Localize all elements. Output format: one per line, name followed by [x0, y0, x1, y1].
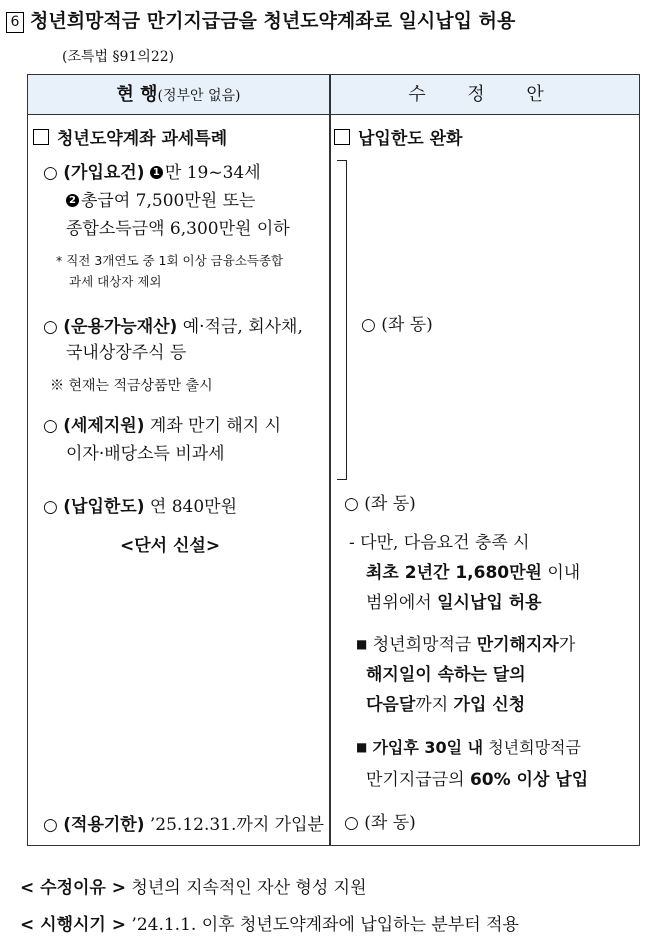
- period-row: ○ (적용기한) ’25.12.31.까지 가입분: [43, 815, 324, 835]
- proviso-line1: - 다만, 다음요건 충족 시: [349, 533, 530, 553]
- join-line3: 종합소득금액 6,300만원 이하: [66, 219, 290, 239]
- reason-text: 청년의 지속적인 자산 형성 지원: [131, 878, 367, 898]
- proviso-line2: [366, 558, 580, 583]
- join-line2: 총급여 7,500만원 또는: [81, 191, 256, 211]
- limit-row: ○ (납입한도) 연 840만원: [43, 497, 238, 517]
- checkbox-square-icon: [33, 129, 49, 145]
- cond2-line2b: 60% 이상 납입: [469, 770, 589, 790]
- left-section-text: 청년도약계좌 과세특례: [57, 129, 228, 149]
- tax-label: (세제지원): [63, 416, 145, 436]
- left-section-heading: [33, 124, 227, 149]
- header-revised: 수 정 안: [408, 84, 562, 105]
- cond1-a: 청년희망적금: [372, 635, 477, 655]
- cond2-a: 가입후 30일 내: [372, 738, 484, 757]
- asset-line2: 국내상장주식 등: [66, 343, 187, 363]
- proviso-line3b: 일시납입 허용: [437, 593, 542, 613]
- column-divider: [329, 75, 331, 845]
- proviso-line3a: 범위에서: [366, 593, 438, 613]
- effective-label: < 시행시기 >: [20, 915, 127, 935]
- period-value: ’25.12.31.까지 가입분: [144, 815, 324, 835]
- right-section-text: 납입한도 완화: [358, 129, 463, 149]
- cond2-line2: [366, 765, 588, 790]
- cond1-line3b: 까지: [415, 695, 454, 715]
- cond1-line3: [366, 690, 525, 715]
- bracket-line: [337, 160, 347, 480]
- bullet-icon: ■: [356, 740, 368, 754]
- title-text: 청년희망적금 만기지급금을 청년도약계좌로 일시납입 허용: [30, 10, 516, 32]
- cond1-line2: 해지일이 속하는 달의: [366, 665, 526, 685]
- table-header: [28, 75, 639, 115]
- condition-2: [356, 735, 581, 758]
- header-current-note: (정부안 없음): [157, 88, 241, 104]
- law-reference: (조특법 §91의22): [62, 49, 175, 65]
- cond1-b: 만기해지자: [476, 635, 559, 655]
- number-one-icon: 1: [150, 166, 163, 179]
- right-section-heading: [334, 124, 462, 149]
- proviso-tail: 이내: [541, 563, 581, 583]
- effective-text: ’24.1.1. 이후 청년도약계좌에 납입하는 분부터 적용: [131, 915, 519, 935]
- join-line2-row: [66, 186, 255, 211]
- asset-row: ○ (운용가능재산) 예·적금, 회사채,: [43, 317, 303, 337]
- limit-label: (납입한도): [63, 497, 145, 517]
- cond1-line3a: 다음달: [366, 695, 416, 715]
- join-line1: 만 19~34세: [164, 163, 261, 183]
- asset-label: (운용가능재산): [63, 317, 178, 337]
- bullet-icon: ■: [356, 637, 368, 651]
- effective-date: [20, 910, 519, 935]
- proviso-line3: [366, 588, 542, 613]
- section-title: [6, 6, 515, 33]
- cond1-c: 가: [558, 635, 576, 655]
- join-label: (가입요건): [63, 163, 145, 183]
- checkbox-square-icon: [334, 129, 350, 145]
- tax-line1: 계좌 만기 해지 시: [144, 416, 282, 436]
- join-requirement: ○ (가입요건) 1 만 19~34세: [43, 163, 261, 183]
- new-clause: <단서 신설>: [120, 536, 221, 556]
- tax-line2: 이자·배당소득 비과세: [66, 444, 225, 464]
- tax-row: ○ (세제지원) 계좌 만기 해지 시: [43, 416, 282, 436]
- condition-1: [356, 630, 575, 655]
- section-number: 6: [6, 12, 24, 33]
- join-note2: 과세 대상자 제외: [69, 274, 162, 289]
- same-as-left-2: ○ (좌 동): [344, 494, 416, 514]
- asset-note: ※ 현재는 적금상품만 출시: [50, 378, 213, 394]
- same-as-left-3: ○ (좌 동): [344, 813, 416, 833]
- join-note1: * 직전 3개연도 중 1회 이상 금융소득종합: [56, 253, 284, 268]
- limit-value: 연 840만원: [144, 497, 238, 517]
- cond2-b: 청년희망적금: [483, 738, 581, 757]
- same-as-left-1: ○ (좌 동): [361, 315, 433, 335]
- reason-label: < 수정이유 >: [20, 878, 127, 898]
- number-two-icon: 2: [66, 194, 79, 207]
- proviso-bold: 최초 2년간 1,680만원: [366, 563, 542, 583]
- period-label: (적용기한): [63, 815, 145, 835]
- cond2-line2a: 만기지급금의: [366, 770, 470, 790]
- asset-line1: 예·적금, 회사채,: [177, 317, 303, 337]
- header-current: [28, 75, 329, 114]
- cond1-line3c: 가입 신청: [453, 695, 526, 715]
- revision-reason: [20, 873, 367, 898]
- header-current-label: 현 행: [116, 84, 158, 105]
